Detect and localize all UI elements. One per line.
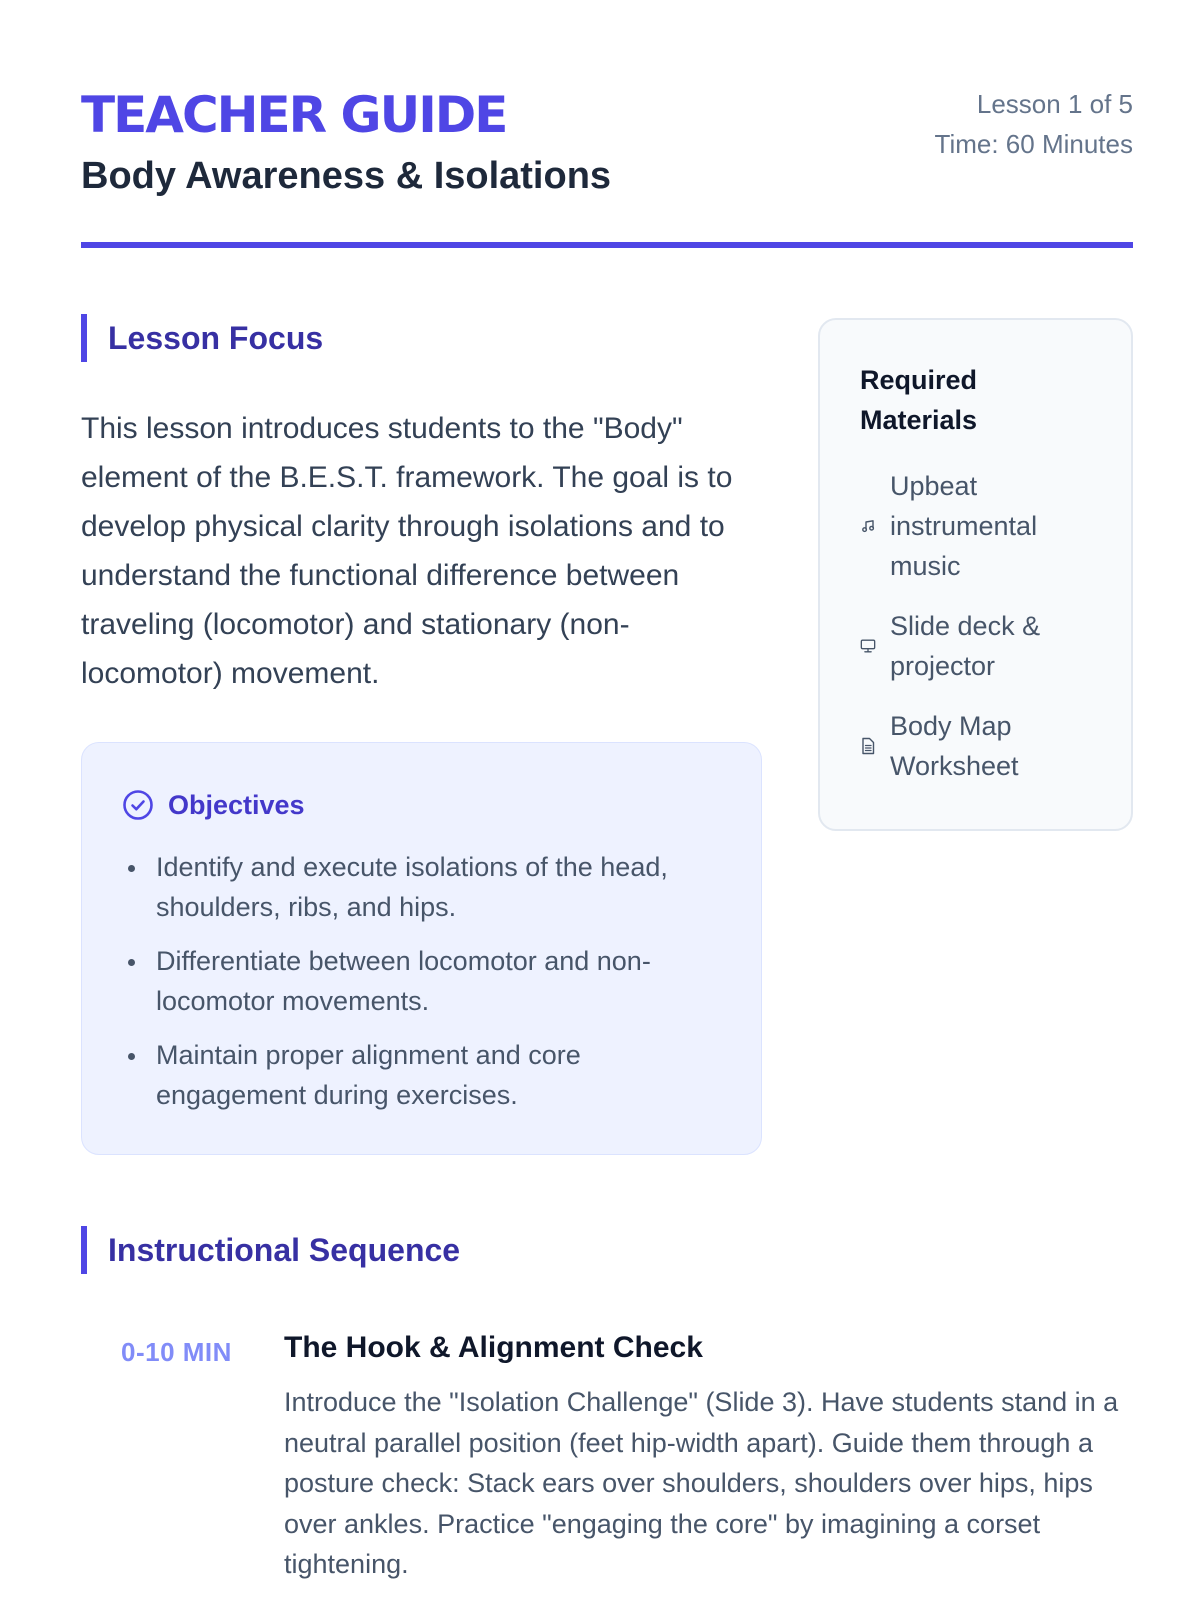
objectives-title: Objectives [168, 790, 305, 820]
lesson-number: Lesson 1 of 5 [976, 89, 1133, 119]
page-header [81, 80, 1133, 248]
objective-item: Differentiate between locomotor and non-locomotor movements. [122, 941, 721, 1021]
step-title: The Hook & Alignment Check [284, 1331, 703, 1364]
materials-list [860, 466, 1101, 786]
lesson-time: Time: 60 Minutes [934, 129, 1133, 159]
header-divider [81, 242, 1133, 248]
section-accent-bar [81, 314, 87, 362]
material-label: Upbeat instrumental music [890, 471, 1038, 581]
section-accent-bar [81, 1226, 87, 1274]
objectives-list [122, 847, 721, 1115]
material-label: Body Map Worksheet [890, 711, 1019, 781]
monitor-icon [860, 638, 876, 654]
document-icon [860, 737, 876, 755]
instructional-sequence-heading [81, 1226, 460, 1274]
objective-item: Identify and execute isolations of the head, shoulders, ribs, and hips. [122, 847, 721, 927]
instructional-sequence-heading-text: Instructional Sequence [108, 1232, 461, 1268]
objectives-header [122, 787, 721, 823]
objectives-card [81, 742, 762, 1155]
lesson-meta [935, 84, 1133, 164]
step-time: 0-10 MIN [121, 1337, 232, 1367]
step-body [284, 1326, 1133, 1585]
materials-card [818, 318, 1133, 831]
music-note-icon [860, 519, 876, 533]
check-circle-icon [122, 789, 154, 821]
lesson-focus-text: This lesson introduces students to the "Body" element of the B.E.S.T. framework. The goal is to develop physical clarity through isolations and to understand the functional difference between traveling (locomotor) and stationary (non-locomotor) movement. [81, 412, 733, 690]
page-title: Body Awareness & Isolations [81, 155, 612, 197]
materials-title: Required Materials [860, 365, 978, 435]
step-description: Introduce the "Isolation Challenge" (Slide 3). Have students stand in a neutral parallel position (feet hip-width apart). Guide them through a posture check: Stack ears over shoulders, shoulders over hips, hips over ankles. Practice "engaging the core" by imagining a corset tightening. [284, 1387, 1119, 1579]
document-kicker: TEACHER GUIDE [81, 86, 507, 144]
material-item-projector [860, 606, 1101, 686]
lesson-focus-heading [81, 314, 323, 362]
material-item-music [860, 466, 1101, 586]
material-item-worksheet [860, 706, 1101, 786]
material-label: Slide deck & projector [890, 611, 1041, 681]
objective-item: Maintain proper alignment and core engagement during exercises. [122, 1035, 721, 1115]
lesson-focus-heading-text: Lesson Focus [108, 320, 324, 356]
